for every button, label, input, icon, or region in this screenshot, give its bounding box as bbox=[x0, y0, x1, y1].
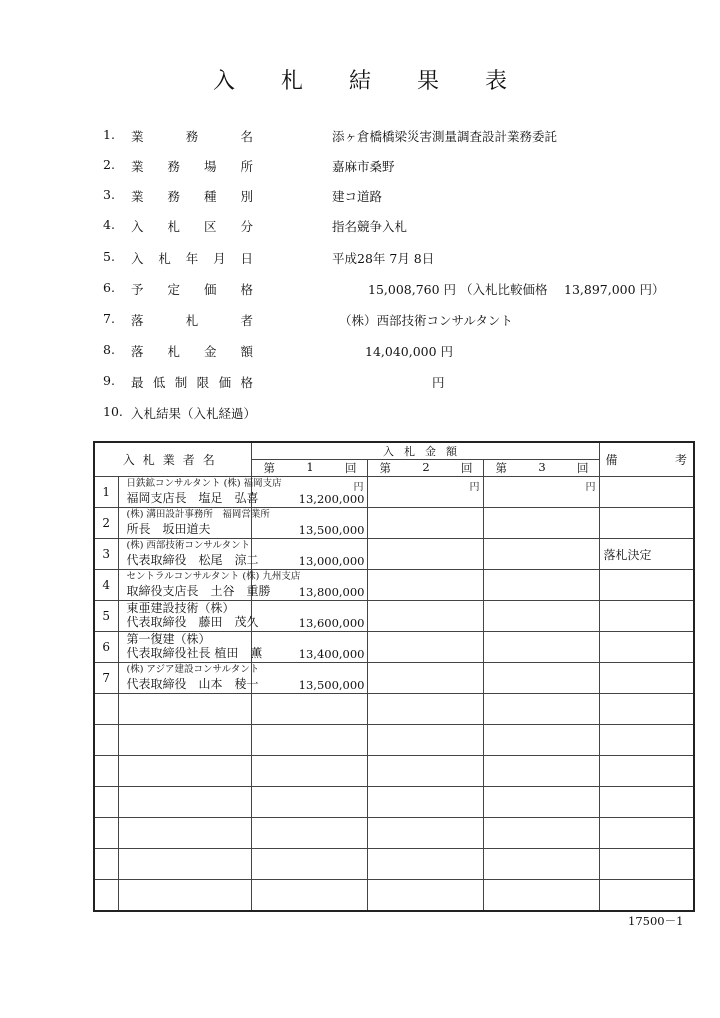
empty-cell bbox=[483, 818, 599, 849]
remark-cell bbox=[599, 477, 694, 508]
bid-amount-round-2 bbox=[367, 663, 483, 694]
info-row bbox=[103, 404, 703, 424]
bid-amount-round-3 bbox=[483, 539, 599, 570]
empty-cell bbox=[367, 756, 483, 787]
empty-cell bbox=[118, 880, 251, 912]
table-row bbox=[94, 601, 694, 632]
info-value: 14,040,000 円 bbox=[365, 344, 454, 359]
empty-cell bbox=[251, 756, 367, 787]
info-number: 6. bbox=[103, 280, 115, 295]
empty-table-row bbox=[94, 849, 694, 880]
empty-cell bbox=[367, 849, 483, 880]
info-label: 業 務 場 所 bbox=[131, 159, 253, 174]
table-row bbox=[94, 632, 694, 663]
info-number: 5. bbox=[103, 249, 115, 264]
row-number: 5 bbox=[94, 601, 118, 632]
bid-amount-value: 13,000,000 bbox=[298, 554, 365, 568]
bid-amount-round-1 bbox=[251, 570, 367, 601]
yen-unit: 円 bbox=[353, 482, 364, 493]
bidder-company: 第一復建（株） bbox=[126, 632, 211, 646]
info-number: 4. bbox=[103, 217, 115, 232]
info-label: 落 札 金 額 bbox=[131, 344, 253, 359]
empty-cell bbox=[94, 787, 118, 818]
bidder-company: (株) 溝田設計事務所 福岡営業所 bbox=[126, 509, 270, 520]
row-number: 7 bbox=[94, 663, 118, 694]
bid-amount-round-3 bbox=[483, 508, 599, 539]
empty-cell bbox=[483, 694, 599, 725]
bidder-name-cell bbox=[118, 508, 270, 539]
empty-cell bbox=[367, 725, 483, 756]
empty-cell bbox=[599, 818, 694, 849]
empty-cell bbox=[94, 694, 118, 725]
info-value: 円 bbox=[432, 375, 445, 390]
empty-table-row bbox=[94, 725, 694, 756]
bid-amount-value: 13,600,000 bbox=[298, 616, 365, 630]
info-label: 入 札 区 分 bbox=[131, 219, 253, 234]
info-value: 添ヶ倉橋橋梁災害測量調査設計業務委託 bbox=[332, 129, 558, 144]
bid-amount-value: 13,400,000 bbox=[298, 647, 365, 661]
remark-cell bbox=[599, 508, 694, 539]
bidder-company: セントラルコンサルタント (株) 九州支店 bbox=[126, 571, 301, 582]
bid-amount-round-2 bbox=[367, 601, 483, 632]
row-number: 1 bbox=[94, 477, 118, 508]
info-number: 9. bbox=[103, 373, 115, 388]
row-number: 4 bbox=[94, 570, 118, 601]
empty-cell bbox=[251, 818, 367, 849]
empty-cell bbox=[367, 694, 483, 725]
info-row bbox=[103, 217, 703, 237]
empty-cell bbox=[118, 818, 251, 849]
bidder-company: (株) 西部技術コンサルタント bbox=[126, 540, 251, 551]
table-row bbox=[94, 477, 694, 508]
empty-table-row bbox=[94, 756, 694, 787]
remark-cell bbox=[599, 663, 694, 694]
empty-cell bbox=[118, 694, 251, 725]
yen-unit: 円 bbox=[469, 482, 480, 493]
empty-cell bbox=[367, 818, 483, 849]
bid-amount-round-2 bbox=[367, 539, 483, 570]
remark-cell bbox=[599, 632, 694, 663]
bidder-name-cell bbox=[118, 632, 263, 663]
table-row bbox=[94, 539, 694, 570]
bidder-company: 東亜建設技術（株） bbox=[126, 601, 235, 615]
info-value: 嘉麻市桑野 bbox=[332, 159, 395, 174]
info-row bbox=[103, 311, 703, 331]
bid-amount-round-1 bbox=[251, 601, 367, 632]
info-number: 2. bbox=[103, 157, 115, 172]
yen-unit: 円 bbox=[585, 482, 596, 493]
bid-amount-round-1 bbox=[251, 508, 367, 539]
bidder-name-cell bbox=[118, 663, 260, 694]
info-label: 予 定 価 格 bbox=[131, 282, 253, 297]
bidder-representative: 代表取締役 松尾 涼二 bbox=[126, 553, 259, 567]
header-bidder-name: 入札業者名 bbox=[94, 442, 251, 477]
empty-cell bbox=[118, 787, 251, 818]
bid-amount-round-2 bbox=[367, 477, 483, 508]
empty-cell bbox=[483, 880, 599, 912]
bidder-representative: 代表取締役社長 植田 薫 bbox=[126, 646, 263, 660]
remark-cell: 落札決定 bbox=[599, 539, 694, 570]
info-number: 3. bbox=[103, 187, 115, 202]
table-row bbox=[94, 570, 694, 601]
header-remarks: 備 考 bbox=[599, 442, 694, 477]
bid-amount-round-2 bbox=[367, 570, 483, 601]
info-row bbox=[103, 127, 703, 147]
empty-cell bbox=[251, 694, 367, 725]
empty-cell bbox=[94, 818, 118, 849]
bid-amount-value: 13,500,000 bbox=[298, 678, 365, 692]
bid-amount-round-2 bbox=[367, 508, 483, 539]
bid-amount-round-3 bbox=[483, 477, 599, 508]
info-number: 1. bbox=[103, 127, 115, 142]
info-value: 指名競争入札 bbox=[332, 219, 408, 234]
remark-cell bbox=[599, 570, 694, 601]
bidder-representative: 所長 坂田道夫 bbox=[126, 522, 211, 536]
bid-amount-round-1 bbox=[251, 632, 367, 663]
row-number: 3 bbox=[94, 539, 118, 570]
page-footer-code: 17500－1 bbox=[628, 914, 684, 928]
info-row bbox=[103, 373, 703, 393]
bidder-representative: 代表取締役 山本 稜一 bbox=[126, 677, 259, 691]
table-row bbox=[94, 663, 694, 694]
bid-results-table bbox=[93, 441, 695, 912]
bidder-name-cell bbox=[118, 477, 282, 508]
empty-cell bbox=[94, 880, 118, 912]
bidder-name-cell bbox=[118, 539, 259, 570]
header-round-3: 第 3 回 bbox=[483, 460, 599, 477]
empty-cell bbox=[599, 725, 694, 756]
info-row bbox=[103, 249, 703, 269]
bidder-company: 日鉄鉱コンサルタント (株) 福岡支店 bbox=[126, 478, 282, 489]
bidder-representative: 福岡支店長 塩足 弘喜 bbox=[126, 491, 259, 505]
info-number: 10. bbox=[103, 404, 123, 419]
info-value: （株）西部技術コンサルタント bbox=[339, 313, 513, 328]
bid-amount-value: 13,500,000 bbox=[298, 523, 365, 537]
info-label: 落 札 者 bbox=[131, 313, 253, 328]
info-label: 入 札 年 月 日 bbox=[131, 251, 253, 266]
info-label: 最 低 制 限 価 格 bbox=[131, 375, 253, 390]
empty-cell bbox=[599, 849, 694, 880]
bidder-name-cell bbox=[118, 601, 259, 632]
table-row bbox=[94, 508, 694, 539]
info-value: 建コ道路 bbox=[332, 189, 383, 204]
empty-cell bbox=[94, 725, 118, 756]
empty-cell bbox=[94, 849, 118, 880]
empty-cell bbox=[599, 787, 694, 818]
empty-cell bbox=[251, 787, 367, 818]
info-value: 平成28年 7月 8日 bbox=[332, 251, 435, 266]
bid-amount-round-3 bbox=[483, 632, 599, 663]
empty-cell bbox=[599, 880, 694, 912]
info-label: 業 務 種 別 bbox=[131, 189, 253, 204]
bid-amount-round-3 bbox=[483, 601, 599, 632]
empty-cell bbox=[483, 756, 599, 787]
info-row bbox=[103, 342, 703, 362]
bidder-representative: 取締役支店長 土谷 重勝 bbox=[126, 584, 271, 598]
header-bid-amount: 入札金額 bbox=[251, 442, 599, 460]
info-label: 入札結果（入札経過） bbox=[131, 406, 257, 421]
empty-cell bbox=[118, 756, 251, 787]
info-label: 業 務 名 bbox=[131, 129, 253, 144]
empty-cell bbox=[367, 880, 483, 912]
bid-amount-value: 13,200,000 bbox=[298, 492, 365, 506]
empty-cell bbox=[599, 694, 694, 725]
empty-cell bbox=[367, 787, 483, 818]
empty-cell bbox=[118, 725, 251, 756]
empty-cell bbox=[483, 849, 599, 880]
header-round-2: 第 2 回 bbox=[367, 460, 483, 477]
info-row bbox=[103, 157, 703, 177]
empty-cell bbox=[599, 756, 694, 787]
info-number: 8. bbox=[103, 342, 115, 357]
bid-amount-round-1 bbox=[251, 477, 367, 508]
bid-amount-round-1 bbox=[251, 663, 367, 694]
bid-amount-round-3 bbox=[483, 663, 599, 694]
empty-cell bbox=[251, 849, 367, 880]
info-number: 7. bbox=[103, 311, 115, 326]
info-value: 15,008,760 円 （入札比較価格 13,897,000 円） bbox=[368, 282, 665, 297]
empty-table-row bbox=[94, 694, 694, 725]
info-row bbox=[103, 187, 703, 207]
info-row bbox=[103, 280, 703, 300]
bid-amount-round-2 bbox=[367, 632, 483, 663]
row-number: 2 bbox=[94, 508, 118, 539]
empty-cell bbox=[118, 849, 251, 880]
bidder-representative: 代表取締役 藤田 茂久 bbox=[126, 615, 259, 629]
bid-amount-round-3 bbox=[483, 570, 599, 601]
empty-cell bbox=[251, 880, 367, 912]
empty-table-row bbox=[94, 787, 694, 818]
empty-cell bbox=[94, 756, 118, 787]
bid-amount-value: 13,800,000 bbox=[298, 585, 365, 599]
header-round-1: 第 1 回 bbox=[251, 460, 367, 477]
empty-cell bbox=[483, 725, 599, 756]
empty-table-row bbox=[94, 818, 694, 849]
empty-cell bbox=[251, 725, 367, 756]
remark-cell bbox=[599, 601, 694, 632]
empty-cell bbox=[483, 787, 599, 818]
bidder-company: (株) アジア建設コンサルタント bbox=[126, 664, 260, 675]
bid-amount-round-1 bbox=[251, 539, 367, 570]
empty-table-row bbox=[94, 880, 694, 912]
document-title: 入札結果表 bbox=[212, 69, 553, 94]
row-number: 6 bbox=[94, 632, 118, 663]
bidder-name-cell bbox=[118, 570, 301, 601]
